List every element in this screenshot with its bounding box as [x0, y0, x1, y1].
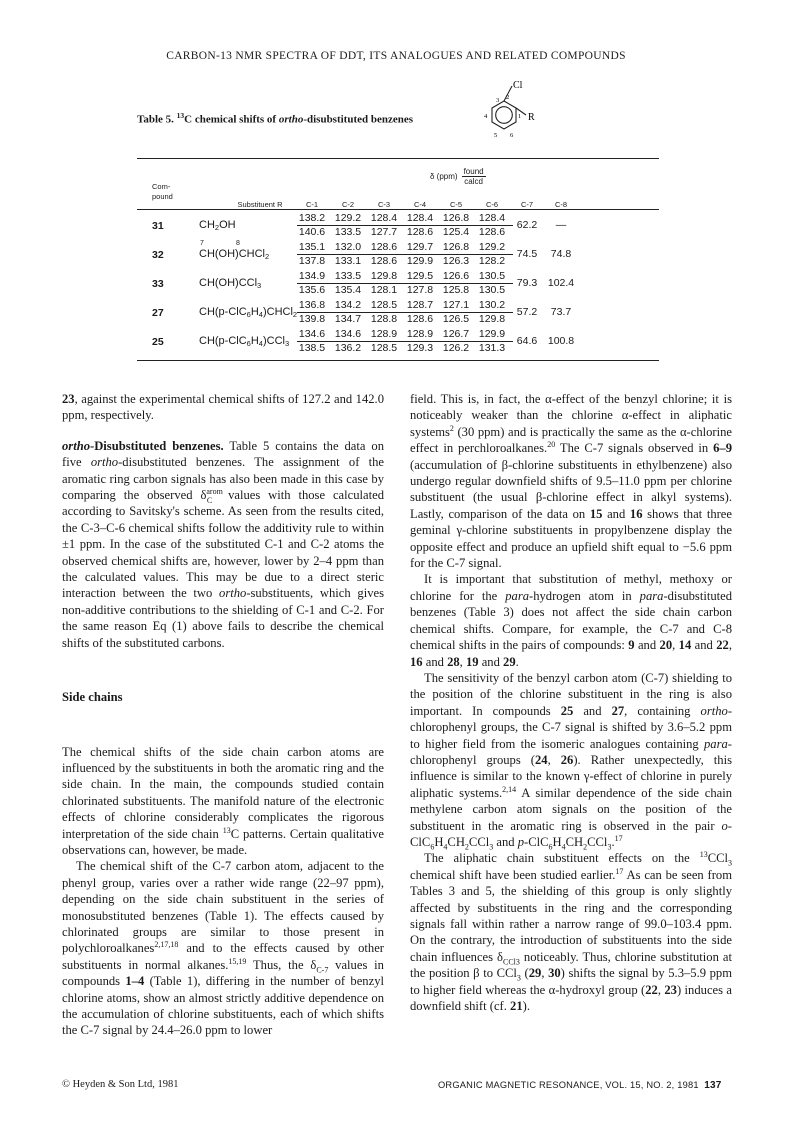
compound-ref: 27 — [611, 703, 625, 718]
text-span: . — [611, 834, 615, 849]
text-span: -disubstituted benzenes (Table 3) does not affect the side chain carbon chemical shifts. Compare, for example, the C-7 and C-8 chemical shifts in the pairs of compounds: — [410, 588, 733, 653]
value-c8: — — [555, 219, 567, 231]
run-in-heading — [62, 439, 224, 453]
text-span: arom — [206, 486, 223, 496]
value-c7: 74.5 — [516, 248, 538, 260]
running-head: CARBON-13 NMR SPECTRA OF DDT, ITS ANALOGUES AND RELATED COMPOUNDS — [166, 50, 626, 62]
text-span: 6 — [548, 842, 553, 852]
paragraph — [410, 391, 732, 571]
text-span: The C-7 signals observed in — [555, 441, 714, 456]
text-span: -chlorophenyl groups, the C-7 signal is shifted by 3.6–5.2 ppm to higher field from the isomeric analogues containing — [410, 703, 733, 751]
caption-mid: C chemical shifts of — [184, 113, 279, 126]
text-span: The sensitivity of the benzyl carbon atom (C-7) shielding to the position of the chlorine substituent in the ring is also important. In compounds — [410, 670, 732, 718]
section-heading: Side chains — [62, 690, 123, 705]
calcd-c6: 128.2 — [478, 255, 506, 267]
text-span: -ClC — [410, 818, 732, 849]
text-span: (accumulation of β-chlorine substituents in ethylbenzene) also undergo regular downfield shifts of 9.5–11.0 ppm per chlorine substituent (the usual β-chlorine effect in alkyl systems). Lastly, comparison of the data on — [410, 457, 732, 521]
value-c8: 102.4 — [547, 277, 575, 289]
text-span: and to the effects caused by other substituents in normal alkanes. — [62, 941, 384, 972]
found-c5: 127.1 — [442, 299, 470, 311]
found-label: found — [463, 167, 484, 176]
text-span: 13 — [222, 825, 231, 835]
text-span: ). — [522, 999, 530, 1014]
text-span: , — [672, 638, 679, 653]
text-span: field. This is, in fact, the α-effect of the benzyl chlorine; it is noticeably weaker than the chlorine α-effect in aliphatic systems — [410, 392, 732, 439]
table-row — [137, 240, 659, 269]
value-c8: 100.8 — [547, 335, 575, 347]
found-c2: 129.2 — [334, 212, 362, 224]
text-span: ( — [520, 966, 529, 981]
col-head-c6: C-6 — [485, 200, 499, 209]
compound-ref: 29 — [503, 654, 516, 669]
delta-header — [430, 167, 486, 186]
text-span: Thus, the δ — [246, 957, 317, 972]
compound-ref: 6–9 — [713, 441, 733, 456]
compound-ref: 22 — [716, 638, 729, 653]
calcd-c1: 138.5 — [298, 342, 326, 354]
calcd-c5: 126.2 — [442, 342, 470, 354]
text-span: CCl — [707, 851, 728, 866]
calcd-c2: 136.2 — [334, 342, 362, 354]
caption-italic: ortho — [278, 113, 304, 126]
compound-number: 27 — [152, 307, 164, 319]
value-c7: 62.2 — [516, 219, 538, 231]
found-c6: 130.5 — [478, 270, 506, 282]
col-head-compound-1: Com- — [152, 182, 171, 191]
journal-citation: ORGANIC MAGNETIC RESONANCE, VOL. 15, NO. 2, 1981 — [438, 1080, 699, 1090]
found-c4: 129.5 — [406, 270, 434, 282]
found-c5: 126.8 — [442, 241, 470, 253]
calcd-c3: 127.7 — [370, 226, 398, 238]
substituent-r: $CH(p-ClC_6H_4)CCl_3$ — [199, 335, 290, 348]
calcd-c6: 128.6 — [478, 226, 506, 238]
text-span: ortho — [700, 703, 728, 718]
benzene-ring-svg — [470, 78, 550, 148]
text-span: and — [493, 834, 518, 849]
text-span: , against the experimental chemical shifts of 127.2 and 142.0 ppm, respectively. — [62, 392, 384, 423]
col-head-c8: C-8 — [554, 200, 568, 209]
table-rule-bottom — [137, 360, 659, 361]
calcd-c3: 128.6 — [370, 255, 398, 267]
text-span: chemical shift have been studied earlier. — [410, 867, 616, 882]
text-span: As can be seen from Tables 3 and 5, the shielding of this group is only slightly affected by substituents in the ring and the corresponding signals fall within rather a narrow range of 99.0–103.4 ppm. On the contrary, the introduction of substituents into the side chain influences δ — [410, 867, 732, 964]
text-span: H — [434, 834, 444, 849]
calcd-c5: 125.8 — [442, 284, 470, 296]
text-span: para — [505, 588, 530, 603]
value-c7: 79.3 — [516, 277, 538, 289]
compound-ref: 19 — [465, 654, 479, 669]
text-span: CH — [447, 834, 465, 849]
compound-number: 33 — [152, 278, 164, 290]
text-span: ) induces a downfield shift (cf. — [410, 982, 732, 1014]
text-span: 4 — [443, 842, 448, 852]
col-head-c2: C-2 — [341, 200, 355, 209]
calcd-c6: 131.3 — [478, 342, 506, 354]
delta-label: δ (ppm) — [430, 172, 458, 181]
calcd-c5: 125.4 — [442, 226, 470, 238]
text-span: (Table 1), differing in the number of benzyl chlorine atoms, show an almost strictly additive dependence on the accumulation of chlorine substituents, each of which shifts the C-7 signal by 24.4–26.0 ppm to lower — [62, 974, 384, 1038]
substituent-r: $CH_2OH$ — [199, 219, 236, 232]
pos-5: 5 — [494, 132, 498, 139]
text-span: and — [478, 654, 504, 669]
calcd-c3: 128.1 — [370, 284, 398, 296]
compound-ref: 26 — [560, 752, 574, 767]
compound-ref: 16 — [410, 654, 423, 669]
carbon-label-7: 7 — [200, 240, 204, 247]
found-c1: 138.2 — [298, 212, 326, 224]
text-span: The chemical shift of the C-7 carbon atom, adjacent to the phenyl group, varies over a rather wide range (22–97 ppm), depending on the side chain substituent in the series of monosubstituted benzenes (Table 1). The effects caused by chlorinated groups are similar to those present in polychloroalkanes — [62, 859, 384, 956]
text-span: 2 — [464, 842, 469, 852]
found-c4: 128.7 — [406, 299, 434, 311]
text-span: ). Rather unexpectedly, this influence is similar to the known γ-effect of chlorine in purely aliphatic systems. — [410, 752, 732, 800]
text-span: 3 — [728, 858, 732, 868]
compound-ref: 14 — [678, 638, 692, 653]
found-c3: 128.9 — [370, 328, 398, 340]
calcd-c3: 128.8 — [370, 313, 398, 325]
text-span: and — [602, 506, 630, 521]
text-span: CCl3 — [503, 957, 520, 967]
benzene-structure — [470, 78, 550, 148]
text-span: , — [541, 966, 549, 981]
caption-isotope: 13 — [176, 111, 185, 120]
substituent-r: 7 8 CH(OH)CHCl$_2$ — [199, 240, 270, 261]
text-span: H — [552, 834, 562, 849]
compound-ref: 25 — [560, 703, 574, 718]
found-c3: 128.5 — [370, 299, 398, 311]
calcd-c6: 129.8 — [478, 313, 506, 325]
text-span: ortho — [219, 586, 247, 601]
col-head-c1: C-1 — [305, 200, 319, 209]
compound-ref: 28 — [447, 654, 460, 669]
table-row — [137, 211, 659, 240]
compound-ref: 29 — [528, 966, 542, 981]
compound-ref: 22 — [645, 982, 658, 997]
text-span: 17 — [614, 833, 623, 843]
compound-ref: 9 — [628, 638, 635, 653]
pos-2: 2 — [506, 94, 510, 101]
found-c4: 128.4 — [406, 212, 434, 224]
pos-6: 6 — [510, 132, 514, 139]
text-span: 3 — [516, 973, 521, 983]
text-span: para — [639, 588, 664, 603]
text-span: The chemical shifts of the side chain carbon atoms are influenced by the substituents in both the aromatic ring and the side chain. In the main, the compounds studied contain chlorinated substituents. The manifold nature of the electronic effects of chlorine considerably complicates the rigorous interpretation of the side chain — [62, 744, 384, 841]
found-c5: 126.7 — [442, 328, 470, 340]
paragraph — [62, 744, 384, 859]
found-calcd-fraction — [462, 167, 486, 186]
text-span: CH — [565, 834, 584, 849]
text-span: The aliphatic chain substituent effects on the — [424, 851, 700, 866]
text-span: 2 — [449, 423, 454, 433]
text-span: C patterns. Certain qualitative observations can, however, be made. — [62, 826, 384, 857]
compound-ref: 23 — [62, 392, 75, 406]
text-span: It is important that substitution of methyl, methoxy or chlorine for the — [410, 572, 732, 603]
text-span: 3 — [607, 842, 612, 852]
text-span: and — [691, 638, 717, 653]
compound-number: 31 — [152, 220, 164, 232]
calcd-c2: 133.1 — [334, 255, 362, 267]
text-span: shows that three geminal γ-chlorine substituents in propylbenzene display the opposite effect and produce an upfield shift equal to −5.6 ppm for the C-7 signal. — [410, 506, 732, 571]
compound-ref: 21 — [510, 999, 523, 1014]
found-c1: 135.1 — [298, 241, 326, 253]
compound-number: 25 — [152, 336, 164, 348]
paragraph — [62, 438, 384, 651]
text-span: -substituents, which gives non-additive contributions to the shielding of C-1 and C-2. For the same reason Eq (1) above fails to describe the chemical shifts of the substituted carbons. — [62, 586, 384, 650]
paragraph — [62, 858, 384, 1038]
text-span: 20 — [547, 440, 556, 450]
pos-1: 1 — [518, 113, 522, 120]
text-span: (30 ppm) and is practically the same as the α-chlorine effect in perchloroalkanes. — [410, 424, 732, 456]
text-span: C-7 — [316, 965, 329, 975]
table-row — [137, 298, 659, 327]
calcd-c5: 126.5 — [442, 313, 470, 325]
text-column-right — [410, 391, 732, 1014]
text-span: 3 — [489, 842, 494, 852]
calcd-c4: 127.8 — [406, 284, 434, 296]
text-span: 4 — [561, 842, 566, 852]
text-span: p — [517, 834, 525, 849]
calcd-c2: 134.7 — [334, 313, 362, 325]
text-span: , containing — [624, 703, 701, 718]
copyright-footer: © Heyden & Son Ltd, 1981 — [62, 1079, 179, 1090]
text-span: and — [634, 638, 660, 653]
found-c2: 134.6 — [334, 328, 362, 340]
carbon-label-8: 8 — [236, 240, 240, 247]
text-span: 17 — [615, 866, 624, 876]
text-span: o — [721, 818, 728, 833]
cl-label: Cl — [513, 80, 523, 91]
text-span: -chlorophenyl groups ( — [410, 736, 732, 767]
text-span: CCl — [587, 834, 608, 849]
text-span: values in compounds — [62, 957, 384, 989]
calcd-c5: 126.3 — [442, 255, 470, 267]
col-head-c7: C-7 — [520, 200, 534, 209]
calcd-c2: 133.5 — [334, 226, 362, 238]
col-head-compound-2: pound — [152, 192, 173, 201]
text-span: -ClC — [524, 834, 549, 849]
paragraph — [410, 571, 732, 669]
found-c6: 130.2 — [478, 299, 506, 311]
text-span: 15,19 — [228, 956, 247, 966]
calcd-c1: 135.6 — [298, 284, 326, 296]
found-c4: 128.9 — [406, 328, 434, 340]
calcd-c6: 130.5 — [478, 284, 506, 296]
text-span: 6 — [430, 842, 435, 852]
table-row — [137, 269, 659, 298]
text-span: ortho — [62, 438, 90, 453]
text-span: 2 — [583, 842, 588, 852]
text-span: values with those calculated according to Savitsky's scheme. As seen from the results cited, the C-3–C-6 chemical shifts follow the additivity rule to within ±1 ppm. In the case of the substituted C-1 and C-2 atoms the observed chemical shifts are, however, lower by 2–4 ppm than the calculated values. This may be due to a direct steric interaction between the two — [62, 488, 384, 601]
compound-ref: 15 — [589, 506, 603, 521]
col-head-compound — [152, 182, 173, 202]
calcd-c1: 137.8 — [298, 255, 326, 267]
text-span: 13 — [699, 850, 708, 860]
text-span: A similar dependence of the side chain methylene carbon atom signals on the position of the substituent in the aromatic ring is observed in the pair — [410, 785, 732, 833]
text-span: 2,14 — [502, 784, 517, 794]
found-c6: 129.9 — [478, 328, 506, 340]
compound-ref: 20 — [659, 638, 673, 653]
col-head-c3: C-3 — [377, 200, 391, 209]
value-c8: 73.7 — [550, 306, 572, 318]
caption-end: -disubstituted benzenes — [303, 113, 414, 126]
value-c7: 57.2 — [516, 306, 538, 318]
calcd-c4: 129.3 — [406, 342, 434, 354]
text-column-left — [62, 391, 384, 1039]
found-c2: 134.2 — [334, 299, 362, 311]
pos-3: 3 — [496, 97, 500, 104]
text-span: , — [459, 654, 466, 669]
found-c1: 136.8 — [298, 299, 326, 311]
found-c2: 132.0 — [334, 241, 362, 253]
found-c4: 129.7 — [406, 241, 434, 253]
found-c5: 126.8 — [442, 212, 470, 224]
journal-footer — [438, 1080, 722, 1091]
value-c7: 64.6 — [516, 335, 538, 347]
compound-ref: 16 — [629, 506, 643, 521]
col-head-c5: C-5 — [449, 200, 463, 209]
value-c8: 74.8 — [550, 248, 572, 260]
text-span: 2,17,18 — [154, 940, 179, 950]
text-span: . — [515, 654, 519, 669]
caption-prefix: Table 5. — [137, 113, 177, 126]
substituent-r: $CH(p-ClC_6H_4)CHCl_2$ — [199, 306, 298, 319]
compound-ref: 24 — [534, 752, 548, 767]
found-c3: 128.6 — [370, 241, 398, 253]
table-rule-top — [137, 158, 659, 159]
text-span: and — [422, 654, 448, 669]
found-c1: 134.6 — [298, 328, 326, 340]
calcd-c4: 129.9 — [406, 255, 434, 267]
compound-ref: 30 — [548, 966, 561, 981]
text-span: noticeably. Thus, chlorine substitution at the position β to CCl — [410, 949, 733, 981]
calcd-c3: 128.5 — [370, 342, 398, 354]
text-span: CCl — [468, 834, 490, 849]
text-span: -Disubstituted benzenes. — [90, 438, 224, 453]
calcd-c2: 135.4 — [334, 284, 362, 296]
r-label: R — [528, 112, 535, 123]
text-span: C — [206, 495, 213, 505]
table-caption — [137, 111, 413, 126]
calcd-c1: 140.6 — [298, 226, 326, 238]
text-span: ortho — [90, 455, 119, 470]
text-span: -hydrogen atom in — [529, 588, 640, 603]
pos-4: 4 — [484, 113, 488, 120]
found-c3: 129.8 — [370, 270, 398, 282]
paragraph — [62, 391, 384, 424]
calcd-c1: 139.8 — [298, 313, 326, 325]
col-head-c4: C-4 — [413, 200, 427, 209]
substituent-r: CH(OH)CCl$_3$ — [199, 277, 262, 290]
found-c3: 128.4 — [370, 212, 398, 224]
found-c1: 134.9 — [298, 270, 326, 282]
text-span: , — [657, 982, 665, 997]
table-rule-mid — [137, 209, 659, 210]
text-span: ) shifts the signal by 5.3–5.9 ppm to higher field whereas the α-hydroxyl group ( — [410, 966, 733, 997]
col-head-substituent: Substituent R — [237, 200, 283, 209]
found-c5: 126.6 — [442, 270, 470, 282]
text-span: para — [704, 736, 728, 751]
text-span: , — [547, 752, 561, 767]
found-c6: 128.4 — [478, 212, 506, 224]
text-span: and — [573, 703, 612, 718]
compound-number: 32 — [152, 249, 164, 261]
text-span: -disubstituted benzenes. The assignment of the aromatic ring carbon signals has also been made in this case by comparing the observed δ — [62, 455, 384, 503]
paragraph — [410, 850, 732, 1014]
compound-ref: 1–4 — [125, 974, 145, 989]
page-number: 137 — [704, 1080, 722, 1091]
found-c6: 129.2 — [478, 241, 506, 253]
text-span: Table 5 contains the data on five — [62, 438, 384, 470]
calcd-c4: 128.6 — [406, 226, 434, 238]
table-row — [137, 327, 659, 356]
compound-ref: 23 — [664, 982, 677, 997]
calcd-c4: 128.6 — [406, 313, 434, 325]
found-c2: 133.5 — [334, 270, 362, 282]
text-span: , — [728, 638, 732, 653]
calcd-label: calcd — [464, 177, 483, 186]
paragraph — [410, 670, 732, 850]
